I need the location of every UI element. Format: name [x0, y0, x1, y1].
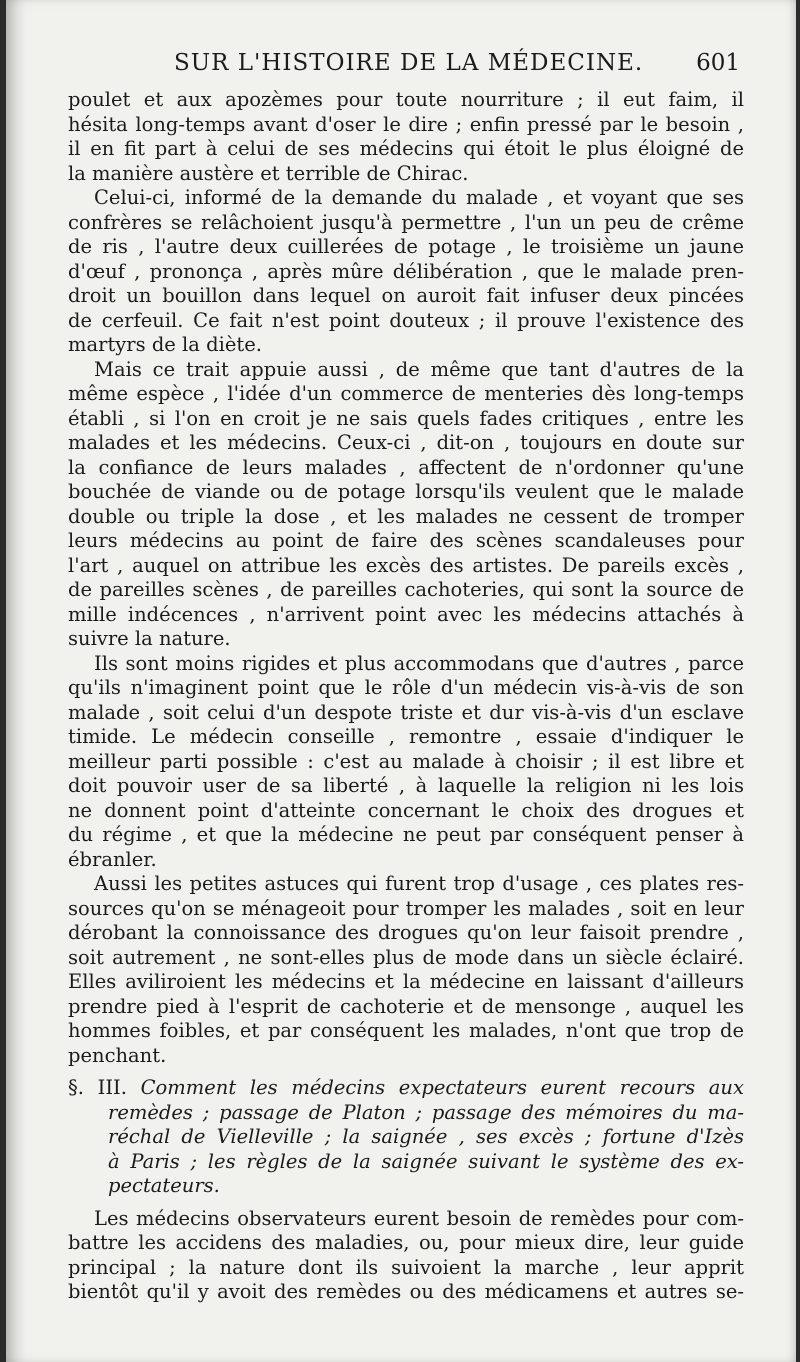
text-line: de cerfeuil. Ce fait n'est point douteux ; il prouve l'existence des — [68, 308, 744, 332]
text-line: l'art , auquel on attribue les excès des artistes. De pareils excès , — [68, 553, 744, 577]
section-title-start: Comment les médecins expectateurs eurent recours aux — [140, 1076, 744, 1099]
body-text — [68, 88, 744, 1305]
text-line: Ils sont moins rigides et plus accommodans que d'autres , parce — [94, 651, 744, 675]
text-line: bouchée de viande ou de potage lorsqu'ils veulent que le malade — [68, 480, 744, 503]
text-line: doit pouvoir user de sa liberté , à laquelle la religion ni les lois — [68, 774, 744, 797]
text-line: droit un bouillon dans lequel on auroit fait infuser deux pincées — [68, 284, 744, 307]
section-marker: §. III. — [68, 1076, 127, 1099]
section-heading-line: à Paris ; les règles de la saignée suivant le système des ex- — [108, 1149, 744, 1173]
section-heading-line: pectateurs. — [108, 1174, 220, 1197]
text-line: meilleur parti possible : c'est au malade à choisir ; il est libre et — [68, 749, 744, 773]
paragraph-2 — [68, 186, 744, 358]
text-line: qu'ils n'imaginent point que le rôle d'un médecin vis-à-vis de son — [68, 676, 744, 699]
paragraph-3 — [68, 358, 744, 652]
text-line: Aussi les petites astuces qui furent trop d'usage , ces plates res- — [94, 872, 744, 895]
section-heading-line: remèdes ; passage de Platon ; passage des mémoires du ma- — [108, 1100, 744, 1124]
text-line: prendre pied à l'esprit de cachoterie et de mensonge , auquel les — [68, 994, 744, 1018]
paragraph-4 — [68, 652, 744, 873]
text-line: timide. Le médecin conseille , remontre , essaie d'indiquer le — [68, 725, 744, 748]
text-line: malades et les médecins. Ceux-ci , dit-on , toujours en doute sur — [68, 431, 744, 454]
text-line: ne donnent point d'atteinte concernant le choix des drogues et — [68, 798, 744, 822]
text-line: du régime , et que la médecine ne peut par conséquent penser à — [68, 823, 744, 846]
text-line: bientôt qu'il y avoit des remèdes ou des médicamens et autres se- — [68, 1280, 744, 1303]
text-line: penchant. — [68, 1043, 167, 1067]
text-line: hommes foibles, et par conséquent les malades, n'ont que trop de — [68, 1019, 744, 1042]
text-line: il en fit part à celui de ses médecins qui étoit le plus éloigné de — [68, 137, 744, 160]
paragraph-1 — [68, 88, 744, 186]
text-line: principal ; la nature dont ils suivoient la marche , leur apprit — [68, 1255, 744, 1279]
text-line: de pareilles scènes , de pareilles cachoteries, qui sont la source de — [68, 578, 744, 601]
text-line: malade , soit celui d'un despote triste et dur vis-à-vis d'un esclave — [68, 700, 744, 724]
text-line: établi , si l'on en croit je ne sais quels fades critiques , entre les — [68, 406, 744, 430]
text-line: poulet et aux apozèmes pour toute nourriture ; il eut faim, il — [68, 88, 744, 111]
text-line: même espèce , l'idée d'un commerce de menteries dès long-temps — [68, 382, 744, 405]
text-line: martyrs de la diète. — [68, 333, 262, 356]
text-line: sources qu'on se ménageoit pour tromper les malades , soit en leur — [68, 896, 744, 920]
text-line: Les médecins observateurs eurent besoin de remèdes pour com- — [94, 1206, 744, 1230]
text-line: dérobant la connoissance des drogues qu'on leur faisoit prendre , — [68, 921, 744, 944]
text-line: soit autrement , ne sont-elles plus de mode dans un siècle éclairé. — [68, 945, 744, 969]
paragraph-6 — [68, 1207, 744, 1305]
running-head — [6, 50, 796, 82]
spacer — [68, 1199, 744, 1207]
text-line: mille indécences , n'arrivent point avec les médecins attachés à — [68, 602, 744, 626]
text-line: d'œuf , prononça , après mûre délibération , que le malade pren- — [68, 259, 744, 283]
text-line: la manière austère et terrible de Chirac. — [68, 161, 469, 185]
text-line: Celui-ci, informé de la demande du malade , et voyant que ses — [94, 186, 744, 209]
text-line: leurs médecins au point de faire des scènes scandaleuses pour — [68, 529, 744, 552]
text-line: Elles aviliroient les médecins et la médecine en laissant d'ailleurs — [68, 970, 744, 993]
paragraph-5 — [68, 872, 744, 1068]
book-page — [6, 0, 796, 1362]
section-heading-first-line — [68, 1076, 744, 1101]
text-line: double ou triple la dose , et les malades ne cessent de tromper — [68, 504, 744, 528]
text-line: de ris , l'autre deux cuillerées de potage , le troisième un jaune — [68, 235, 744, 258]
text-line: ébranler. — [68, 847, 157, 871]
text-line: confrères se relâchoient jusqu'à permettre , l'un un peu de crême — [68, 210, 744, 234]
running-title: SUR L'HISTOIRE DE LA MÉDECINE. — [174, 50, 644, 76]
text-line: hésita long-temps avant d'oser le dire ; enfin pressé par le besoin , — [68, 112, 744, 136]
text-line: la confiance de leurs malades , affectent de n'ordonner qu'une — [68, 455, 744, 479]
section-heading-line: réchal de Vielleville ; la saignée , ses excès ; fortune d'Izès — [108, 1125, 744, 1148]
page-number: 601 — [696, 50, 740, 76]
text-line: Mais ce trait appuie aussi , de même que tant d'autres de la — [94, 357, 744, 381]
text-line: suivre la nature. — [68, 627, 231, 650]
text-line: battre les accidens des maladies, ou, pour mieux dire, leur guide — [68, 1231, 744, 1254]
section-heading — [68, 1076, 744, 1199]
